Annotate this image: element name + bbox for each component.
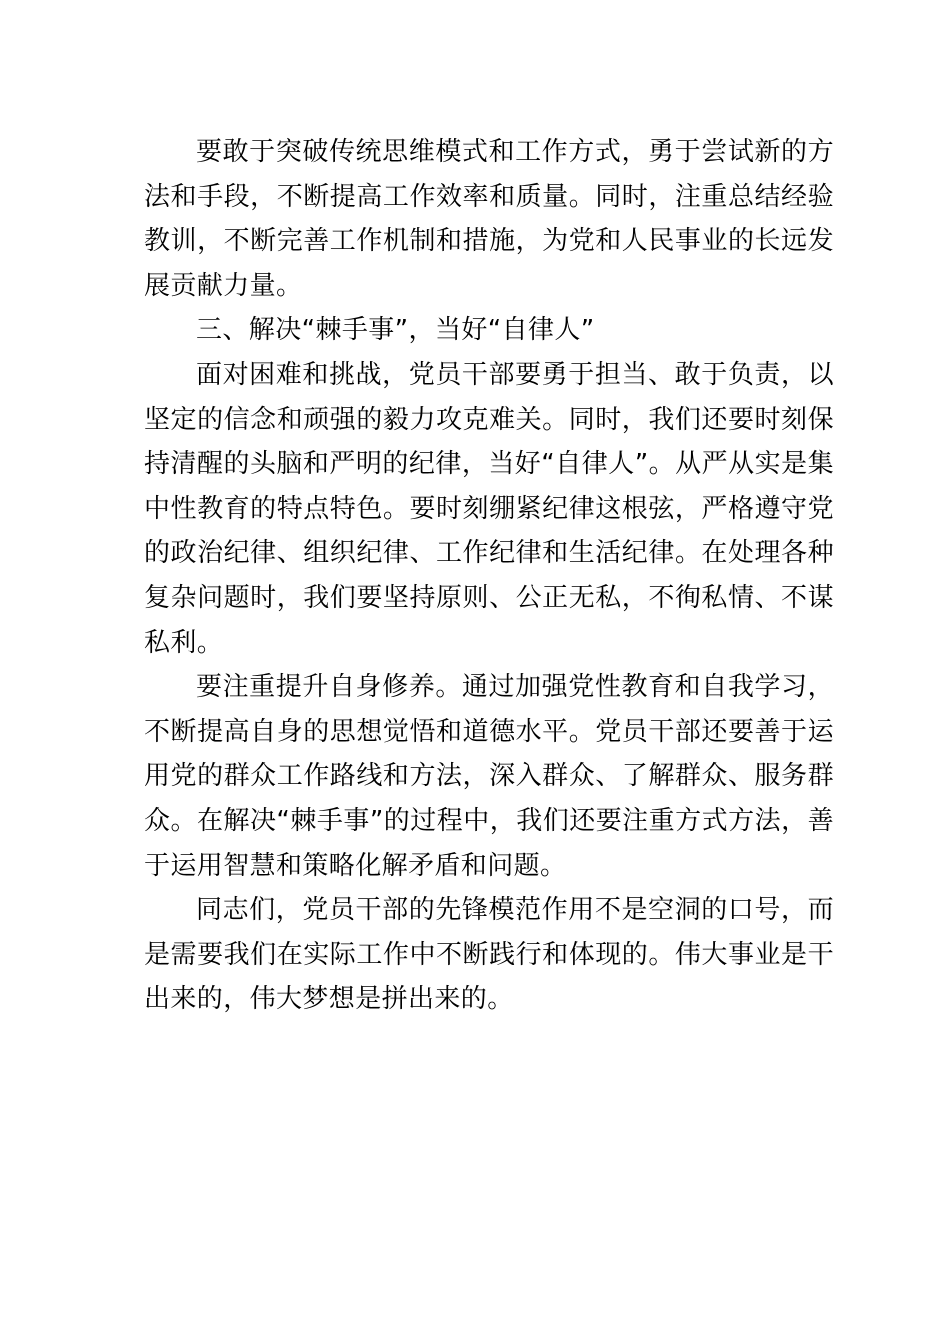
paragraph-discipline: 面对困难和挑战，党员干部要勇于担当、敢于负责，以坚定的信念和顽强的毅力攻克难关。同时，我们还要时刻保持清醒的头脑和严明的纪律，当好“自律人”。从严从实是集中性教育的特点特色。要时刻绷紧纪律这根弦，严格遵守党的政治纪律、组织纪律、工作纪律和生活纪律。在处理各种复杂问题时，我们要坚持原则、公正无私，不徇私情、不谋私利。 <box>144 359 834 658</box>
document-body <box>144 130 834 1022</box>
paragraph-conclusion: 同志们，党员干部的先锋模范作用不是空洞的口号，而是需要我们在实际工作中不断践行和体现的。伟大事业是干出来的，伟大梦想是拼出来的。 <box>144 895 834 1015</box>
section-heading-three: 三、解决“棘手事”，当好“自律人” <box>196 315 595 346</box>
paragraph-innovation: 要敢于突破传统思维模式和工作方式，勇于尝试新的方法和手段，不断提高工作效率和质量。同时，注重总结经验教训，不断完善工作机制和措施，为党和人民事业的长远发展贡献力量。 <box>144 137 834 301</box>
paragraph-self-cultivation: 要注重提升自身修养。通过加强党性教育和自我学习，不断提高自身的思想觉悟和道德水平。党员干部还要善于运用党的群众工作路线和方法，深入群众、了解群众、服务群众。在解决“棘手事”的过程中，我们还要注重方式方法，善于运用智慧和策略化解矛盾和问题。 <box>144 672 834 881</box>
